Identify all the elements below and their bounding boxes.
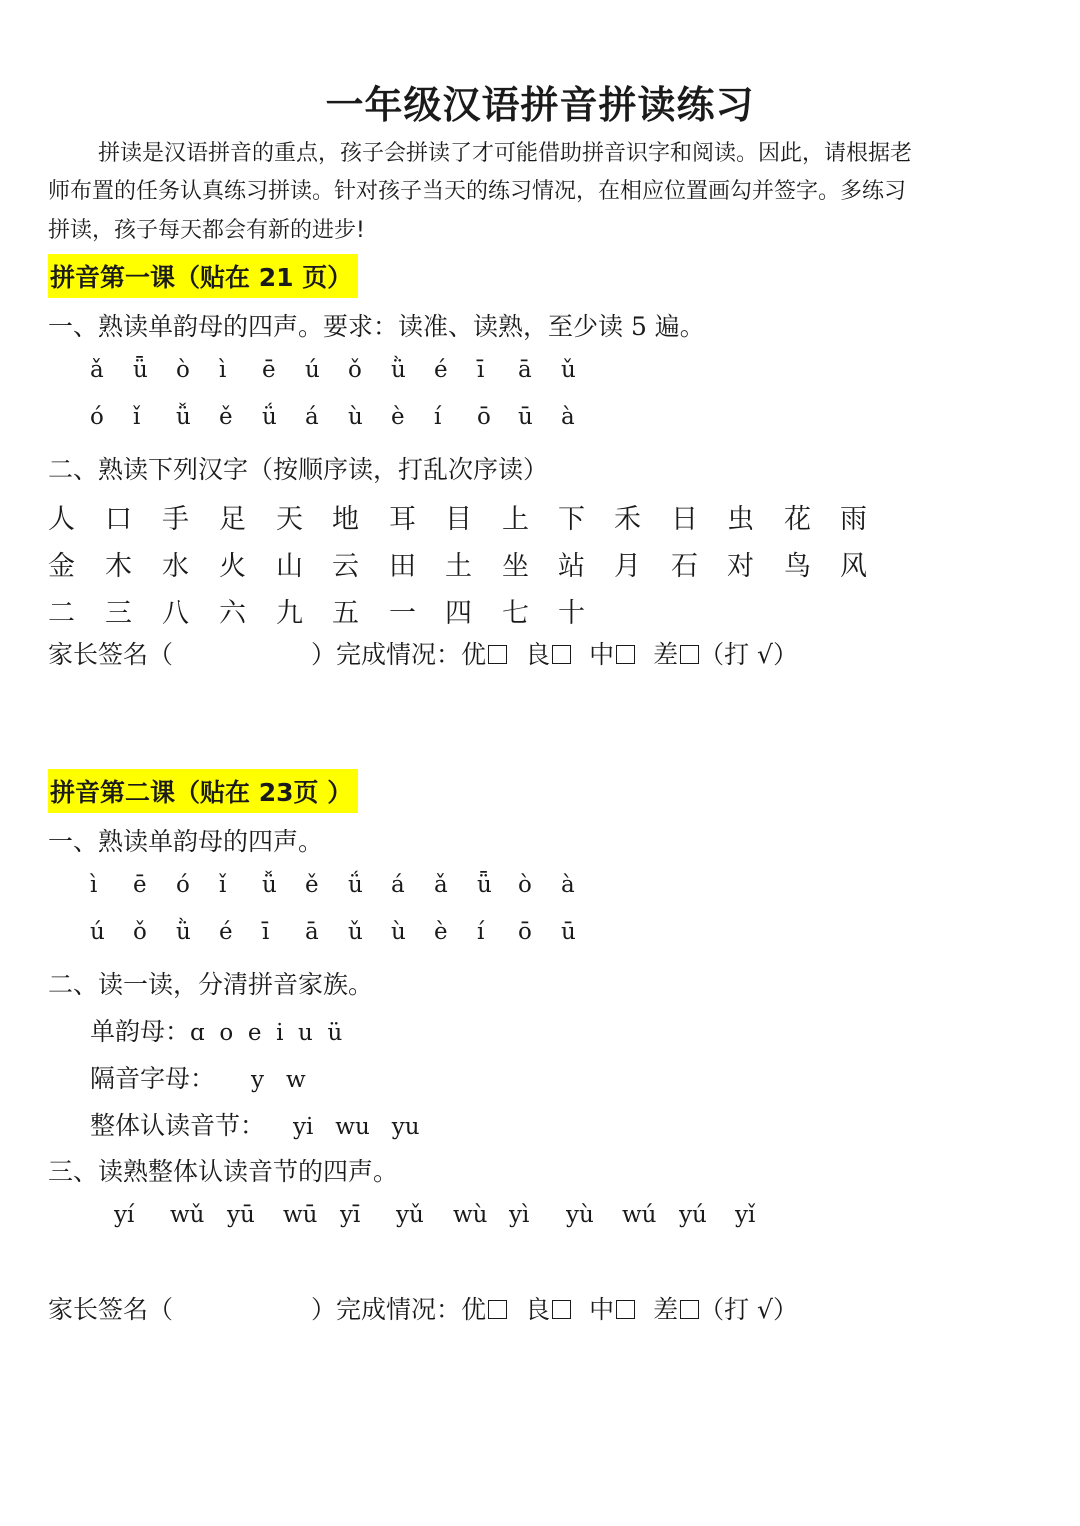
pinyin-syllable: ě [305,872,319,898]
hanzi-char: 下 [558,504,585,535]
pinyin-syllable: yū [227,1202,255,1228]
pinyin-syllable: ì [90,872,98,898]
hanzi-char: 田 [389,551,416,582]
lesson-1-char-row-1 [0,497,1080,533]
pinyin-syllable: ó [176,872,190,898]
grade-excellent: 优 [461,1295,487,1324]
family-single-finals-items: ɑ o e i u ü [190,1020,343,1046]
family-separator-letters [90,1059,306,1095]
grade-poor: 差 [653,1295,679,1324]
pinyin-syllable: wú [622,1202,657,1228]
hanzi-char: 人 [48,504,75,535]
pinyin-syllable: ǒ [133,919,147,945]
pinyin-syllable: ò [176,357,190,383]
hanzi-char: 耳 [389,504,416,535]
pinyin-syllable: à [561,872,575,898]
pinyin-syllable: ǒ [348,357,362,383]
pinyin-syllable: wù [453,1202,488,1228]
family-separator-letters-label: 隔音字母： [90,1064,216,1093]
grade-excellent-checkbox[interactable] [488,1300,507,1319]
pinyin-syllable: ǖ [133,357,148,383]
pinyin-syllable: wǔ [170,1202,205,1228]
pinyin-syllable: ó [90,404,104,430]
grade-excellent: 优 [461,640,487,669]
completion-label: ）完成情况： [311,1295,462,1324]
lesson-2-pinyin-row-1 [0,872,1080,904]
intro-line-3: 拼读，孩子每天都会有新的进步! [48,218,365,243]
hanzi-char: 上 [502,504,529,535]
hanzi-char: 六 [219,598,246,629]
lesson-2-pinyin-row-2 [0,919,1080,951]
pinyin-syllable: yǐ [735,1202,756,1228]
pinyin-syllable: ī [477,357,485,383]
pinyin-syllable: ì [219,357,227,383]
hanzi-char: 木 [105,551,132,582]
hanzi-char: 石 [671,551,698,582]
hanzi-char: 足 [219,504,246,535]
hanzi-char: 水 [162,551,189,582]
lesson-2-section-1: 一、熟读单韵母的四声。 [48,827,324,856]
pinyin-syllable: è [391,404,405,430]
page-title: 一年级汉语拼音拼读练习 [325,83,755,127]
grade-good-checkbox[interactable] [552,645,571,664]
pinyin-syllable: yú [679,1202,707,1228]
lesson-2-section-2: 二、读一读，分清拼音家族。 [48,970,374,999]
hanzi-char: 站 [558,551,585,582]
pinyin-syllable: ē [133,872,147,898]
hanzi-char: 对 [727,551,754,582]
pinyin-syllable: ǔ [348,919,363,945]
pinyin-syllable: ě [219,404,233,430]
parent-signature-label: 家长签名（ [48,640,174,669]
check-hint: （打 √） [699,640,798,669]
grade-average-checkbox[interactable] [616,645,635,664]
hanzi-char: 八 [162,598,189,629]
grade-poor-checkbox[interactable] [680,1300,699,1319]
pinyin-syllable: ǖ [477,872,492,898]
hanzi-char: 四 [445,598,472,629]
pinyin-syllable: ǜ [176,919,191,945]
pinyin-syllable: yī [340,1202,361,1228]
hanzi-char: 七 [502,598,529,629]
hanzi-char: 花 [784,504,811,535]
intro-line-1: 拼读是汉语拼音的重点，孩子会拼读了才可能借助拼音识字和阅读。因此，请根据老 [98,141,913,166]
grade-average: 中 [589,1295,615,1324]
pinyin-syllable: yí [114,1202,135,1228]
pinyin-syllable: ǘ [262,404,277,430]
hanzi-char: 口 [105,504,132,535]
pinyin-syllable: yǔ [396,1202,424,1228]
family-whole-syllables-items: yi wu yu [293,1114,420,1140]
pinyin-syllable: á [391,872,405,898]
pinyin-syllable: ǔ [561,357,576,383]
grade-poor-checkbox[interactable] [680,645,699,664]
pinyin-syllable: ī [262,919,270,945]
pinyin-syllable: ō [518,919,532,945]
grade-good-checkbox[interactable] [552,1300,571,1319]
family-single-finals-label: 单韵母： [90,1017,191,1046]
hanzi-char: 十 [558,598,585,629]
hanzi-char: 土 [445,551,472,582]
pinyin-syllable: ē [262,357,276,383]
lesson-2-heading: 拼音第二课（贴在 23页 ） [48,769,358,813]
pinyin-syllable: ō [477,404,491,430]
pinyin-syllable: í [477,919,485,945]
hanzi-char: 一 [389,598,416,629]
hanzi-char: 五 [332,598,359,629]
pinyin-syllable: á [305,404,319,430]
pinyin-syllable: ù [348,404,363,430]
pinyin-syllable: ǘ [348,872,363,898]
hanzi-char: 山 [276,551,303,582]
check-hint: （打 √） [699,1295,798,1324]
pinyin-syllable: ǎ [434,872,448,898]
pinyin-syllable: yù [566,1202,594,1228]
hanzi-char: 二 [48,598,75,629]
pinyin-syllable: é [434,357,448,383]
family-separator-letters-items: y w [251,1067,306,1093]
hanzi-char: 鸟 [784,551,811,582]
pinyin-syllable: è [434,919,448,945]
grade-average: 中 [589,640,615,669]
lesson-2-signature-line [48,1290,798,1326]
lesson-1-pinyin-row-1 [0,357,1080,389]
completion-label: ）完成情况： [311,640,462,669]
hanzi-char: 手 [162,504,189,535]
pinyin-syllable: ú [90,919,105,945]
hanzi-char: 禾 [614,504,641,535]
grade-good: 良 [525,640,551,669]
family-whole-syllables [90,1106,420,1142]
lesson-1-char-row-3 [0,591,1080,627]
lesson-1-section-2: 二、熟读下列汉字（按顺序读，打乱次序读） [48,455,549,484]
hanzi-char: 坐 [502,551,529,582]
hanzi-char: 雨 [840,504,867,535]
hanzi-char: 虫 [727,504,754,535]
hanzi-char: 目 [445,504,472,535]
hanzi-char: 火 [219,551,246,582]
lesson-1-char-row-2 [0,544,1080,580]
pinyin-syllable: ú [305,357,320,383]
lesson-2-section-3: 三、读熟整体认读音节的四声。 [48,1157,399,1186]
pinyin-syllable: é [219,919,233,945]
grade-excellent-checkbox[interactable] [488,645,507,664]
pinyin-syllable: ò [518,872,532,898]
lesson-1-pinyin-row-2 [0,404,1080,436]
family-whole-syllables-label: 整体认读音节： [90,1111,266,1140]
hanzi-char: 日 [671,504,698,535]
lesson-1-signature-line [48,635,798,671]
hanzi-char: 九 [276,598,303,629]
pinyin-syllable: ǜ [391,357,406,383]
pinyin-syllable: à [561,404,575,430]
pinyin-syllable: ū [561,919,576,945]
hanzi-char: 云 [332,551,359,582]
pinyin-syllable: ǎ [90,357,104,383]
pinyin-syllable: ǐ [133,404,141,430]
parent-signature-label: 家长签名（ [48,1295,174,1324]
hanzi-char: 风 [840,551,867,582]
intro-line-2: 师布置的任务认真练习拼读。针对孩子当天的练习情况，在相应位置画勾并签字。多练习 [48,179,907,204]
pinyin-syllable: ū [518,404,533,430]
grade-good: 良 [525,1295,551,1324]
pinyin-syllable: ǚ [176,404,191,430]
hanzi-char: 地 [332,504,359,535]
family-single-finals [90,1012,342,1048]
pinyin-syllable: wū [283,1202,318,1228]
grade-poor: 差 [653,640,679,669]
pinyin-syllable: ā [518,357,532,383]
pinyin-syllable: ǚ [262,872,277,898]
lesson-1-section-1: 一、熟读单韵母的四声。要求：读准、读熟，至少读 5 遍。 [48,312,705,341]
hanzi-char: 金 [48,551,75,582]
pinyin-syllable: í [434,404,442,430]
pinyin-syllable: ù [391,919,406,945]
lesson-1-heading: 拼音第一课（贴在 21 页） [48,254,358,298]
hanzi-char: 天 [276,504,303,535]
hanzi-char: 三 [105,598,132,629]
lesson-2-syllable-row [0,1202,1080,1234]
pinyin-syllable: yì [509,1202,530,1228]
hanzi-char: 月 [614,551,641,582]
grade-average-checkbox[interactable] [616,1300,635,1319]
pinyin-syllable: ǐ [219,872,227,898]
pinyin-syllable: ā [305,919,319,945]
